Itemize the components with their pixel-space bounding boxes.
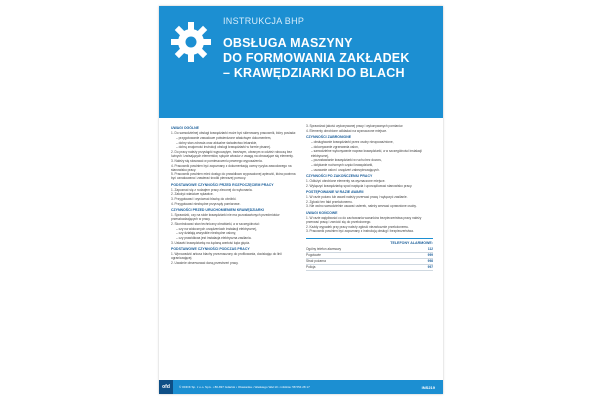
list-item: – pozostawianie krawędziarki w ruchu bez dozoru, xyxy=(311,158,383,163)
phone-label: Policja xyxy=(306,265,316,270)
list-item: 3. Pracownik powinien być zapoznany z instrukcją obsługi i bezpieczeństwa. xyxy=(306,229,414,234)
list-item: 1. Do samodzielnej obsługi krawędziarki może być skierowany pracownik, który posiada: xyxy=(171,131,296,136)
phone-label: Ogólny telefon alarmowy xyxy=(306,246,342,251)
list-item: 2. Do pracy należy przystąpić wypoczętym, trzeźwym, ubranym w odzież roboczą bez luźnych i zwisających elementów, spięcie włosów z uwagą na obracające się elementy. xyxy=(171,150,294,159)
list-item: – dobrą znajomość instrukcji obsługi krawędziarki w formie pisanej. xyxy=(176,145,271,150)
title-line-3: – KRAWĘDZIARKI DO BLACH xyxy=(223,66,405,80)
list-item: 2. Zgłosić ten fakt przełożonemu. xyxy=(306,199,353,204)
header-banner xyxy=(159,6,443,118)
list-item: – dobry stan zdrowia oraz aktualne świadectwo lekarskie, xyxy=(176,140,258,145)
right-column xyxy=(306,124,433,368)
phones-title: TELEFONY ALARMOWE: xyxy=(390,241,433,246)
section-title: CZYNNOŚCI ZABRONIONE xyxy=(306,134,352,139)
list-item: 3. Nie wolno samodzielnie usuwać usterek, należy wezwać uprawnione osoby. xyxy=(306,204,417,209)
phone-number: 997 xyxy=(427,265,433,270)
title-line-1: OBSŁUGA MASZYNY xyxy=(223,36,353,50)
list-item: 1. Sprawdzić, czy na stole krawędziarki nie ma pozostawionych przedmiotów przeszkadzających w pracy. xyxy=(171,213,280,222)
section-title: PODSTAWOWE CZYNNOŚCI PRZED ROZPOCZĘCIEM PRACY xyxy=(171,182,274,187)
phone-label: Pogotowie xyxy=(306,253,321,258)
publisher-logo: ofd xyxy=(159,380,173,394)
header-kicker: INSTRUKCJA BHP xyxy=(223,16,305,26)
list-item: 4. Przygotować niezbędne przyrządy pomiarowe. xyxy=(171,201,241,206)
list-item: 3. Sprawdzać jakość wykonywanej pracy i wykonywanych pomiarów. xyxy=(306,124,404,128)
phone-row xyxy=(306,265,433,271)
document-code: INS219 xyxy=(421,384,435,390)
list-item: – czy na widocznych urządzeniach instalacji elektrycznej, xyxy=(176,226,257,231)
list-item: 3. Przygotować i wyrównać blachę do obróbki. xyxy=(171,197,237,202)
list-item: 5. Pracownik powinien mieć dostęp do prawidłowo wyposażonej apteczki, która powinna być oznakowana i zawierać środki pierwszej pomocy. xyxy=(171,172,296,181)
section-title: PODSTAWOWE CZYNNOŚCI PODCZAS PRACY xyxy=(171,247,250,251)
list-item: 1. Wprowadzić arkusz blachy przeznaczony do profilowania, dociskając do linii ograniczającej. xyxy=(171,252,282,261)
gear-icon xyxy=(169,20,213,64)
list-item: – czy działają wszystkie niezbędne osłony, xyxy=(176,231,237,236)
list-item: – przygotowanie zawodowe potwierdzone właściwym dokumentem, xyxy=(176,135,272,140)
emergency-phones xyxy=(306,238,433,270)
list-item: 4. Elementy obrobione odkładać na wyznaczone miejsce. xyxy=(306,128,387,133)
phone-number: 998 xyxy=(427,259,433,264)
section-title: CZYNNOŚCI PRZED URUCHOMIENIEM KRAWĘDZIARKI xyxy=(171,208,264,213)
content-columns xyxy=(171,124,433,368)
list-item: 2. Skontrolować stan techniczny obrabiarki, a w szczególności: xyxy=(171,221,260,226)
document-title xyxy=(223,36,437,81)
footer-bar xyxy=(159,380,443,394)
list-item: 3. Należy się stosować w pomieszczeniu pewnego wyposażenia. xyxy=(171,158,263,163)
list-item: 3. Ustawić krawędziarkę na żądaną wartość kąta gięcia. xyxy=(171,240,251,245)
section-title: POSTĘPOWANIE W RAZIE AWARII xyxy=(306,189,364,194)
list-item: – samodzielne wykonywanie napraw krawędziarki, a w szczególności instalacji elektrycznej, xyxy=(311,149,422,158)
title-line-2: DO FORMOWANIA ZAKŁADEK xyxy=(223,51,410,65)
section-title: CZYNNOŚCI PO ZAKOŃCZENIU PRACY xyxy=(306,173,373,178)
list-item: – dokonywanie zgrzewania osłon, xyxy=(311,144,359,149)
footer-text: © ODDK Sp. z o.o. Sp.k. • 80-837 Gdańsk • Ołowianka • Waskiego Wał 10 • infolinia: 58 554 28 17 xyxy=(179,385,310,389)
section-title: UWAGI KOŃCOWE xyxy=(306,210,338,215)
list-item: 1. W razie pożaru lub awarii należy przerwać pracę i wyłączyć zasilanie. xyxy=(306,195,408,200)
left-column xyxy=(171,124,298,368)
list-item: 1. Odłożyć obrobione elementy na wyznaczone miejsce. xyxy=(306,178,386,183)
list-item: 2. Każdy wypadek przy pracy należy zgłosić niezwłocznie przełożonemu. xyxy=(306,224,409,229)
list-item: – usuwanie osłon i urządzeń zabezpieczających. xyxy=(311,167,380,172)
list-item: 2. Założyć właściwe rękawice. xyxy=(171,192,214,197)
list-item: – czy prawidłowa jest instalacja elektryczna zasilania. xyxy=(176,236,252,241)
list-item: 2. Uważnie obserwować daną przestrzeń pracy. xyxy=(171,260,239,265)
phone-number: 112 xyxy=(427,246,433,251)
phone-number: 999 xyxy=(427,253,433,258)
instruction-sheet xyxy=(159,6,443,394)
list-item: 4. Pracownik powinien być zapoznany z dokumentacją oceny ryzyka zawodowego na stanowisku pracy. xyxy=(171,163,292,172)
section-title: UWAGI OGÓLNE xyxy=(171,126,199,131)
list-item: 1. W razie wątpliwości co do zachowania warunków bezpieczeństwa pracy należy przerwać pracę i zwrócić się do przełożonego. xyxy=(306,215,422,224)
list-item: – obsługiwanie krawędziarki przez osoby nieupoważnione, xyxy=(311,140,394,145)
list-item: 2. Wyłączyć krawędziarkę spod napięcia i uporządkować stanowisko pracy. xyxy=(306,183,413,188)
list-item: – dotykanie ruchomych części krawędziarki, xyxy=(311,162,374,167)
list-item: 1. Zapoznać się z rodzajem pracy zleconej do wykonania. xyxy=(171,187,253,192)
phone-label: Straż pożarna xyxy=(306,259,326,264)
